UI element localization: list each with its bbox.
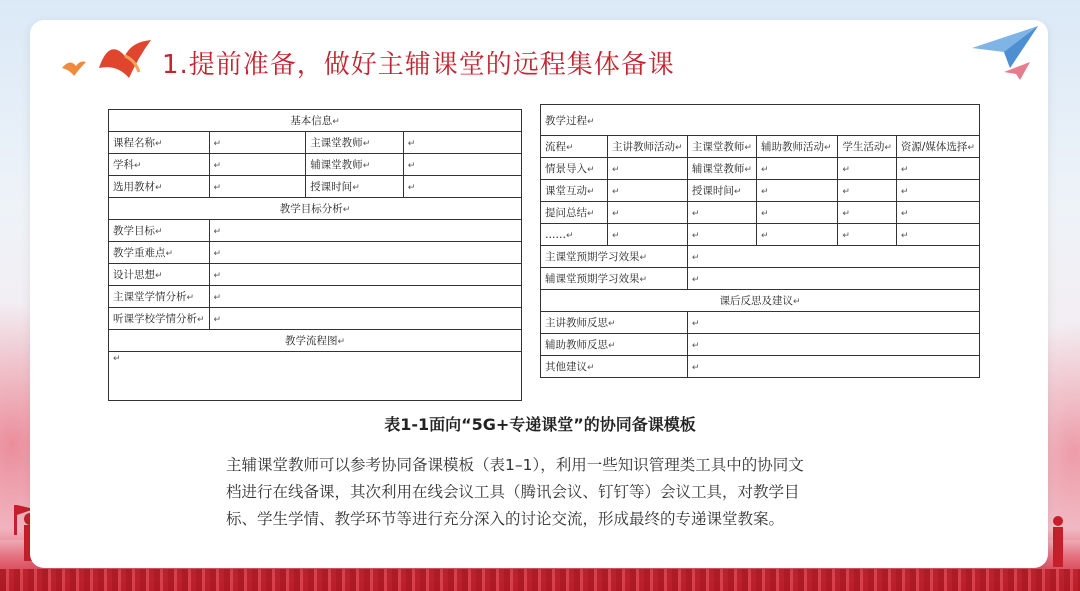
table-row: 听课学校学情分析↵ ↵ (109, 308, 522, 330)
teaching-process-header: 教学过程↵ (541, 105, 980, 136)
goal-analysis-header: 教学目标分析↵ (109, 198, 522, 220)
paragraph-line: 主辅课堂教师可以参考协同备课模板（表1–1），利用一些知识管理类工具中的协同文 (226, 456, 804, 474)
table-row: 情景导入↵ ↵ 辅课堂教师↵ ↵ ↵ ↵ (541, 158, 980, 180)
table-row: 其他建议↵ ↵ (541, 356, 980, 378)
table-row: 学科↵ ↵ 辅课堂教师↵ ↵ (109, 154, 522, 176)
table-row: 主课堂学情分析↵ ↵ (109, 286, 522, 308)
table-caption: 表1-1面向“5G+专递课堂”的协同备课模板 (384, 415, 696, 434)
paragraph-line: 档进行在线备课，其次利用在线会议工具（腾讯会议、钉钉等）会议工具，对教学目 (226, 483, 800, 501)
table-row: 主课堂预期学习效果↵ ↵ (541, 246, 980, 268)
table-row: 辅助教师反思↵ ↵ (541, 334, 980, 356)
basic-info-header: 基本信息↵ (109, 110, 522, 132)
table-header-row: 流程↵ 主讲教师活动↵ 主课堂教师↵ 辅助教师活动↵ 学生活动↵ 资源/媒体选择↵ (541, 136, 980, 158)
decorative-bottom-pattern (0, 569, 1080, 591)
table-row: 教学目标↵ ↵ (109, 220, 522, 242)
reflection-header: 课后反思及建议↵ (541, 290, 980, 312)
paragraph-line: 标、学生学情、教学环节等进行充分深入的讨论交流，形成最终的专递课堂教案。 (226, 510, 785, 528)
lesson-plan-table-left (108, 109, 522, 401)
table-row: 教学重难点↵ ↵ (109, 242, 522, 264)
flow-chart-area: ↵ (109, 352, 522, 401)
slide-title: 1.提前准备，做好主辅课堂的远程集体备课 (162, 50, 675, 80)
table-row: 主讲教师反思↵ ↵ (541, 312, 980, 334)
bird-small-icon (60, 56, 88, 78)
table-row: 课堂互动↵ ↵ 授课时间↵ ↵ ↵ ↵ (541, 180, 980, 202)
description-paragraph (226, 452, 926, 533)
table-row: 提问总结↵ ↵ ↵ ↵ ↵ ↵ (541, 202, 980, 224)
paper-plane-small-icon (1002, 60, 1032, 82)
bird-icon (95, 38, 155, 80)
table-row: 设计思想↵ ↵ (109, 264, 522, 286)
table-row: 选用教材↵ ↵ 授课时间↵ ↵ (109, 176, 522, 198)
table-row: ……↵ ↵ ↵ ↵ ↵ ↵ (541, 224, 980, 246)
lesson-plan-table-right (540, 104, 980, 378)
table-row: 辅课堂预期学习效果↵ ↵ (541, 268, 980, 290)
table-row: 课程名称↵ ↵ 主课堂教师↵ ↵ (109, 132, 522, 154)
flow-chart-header: 教学流程图↵ (109, 330, 522, 352)
